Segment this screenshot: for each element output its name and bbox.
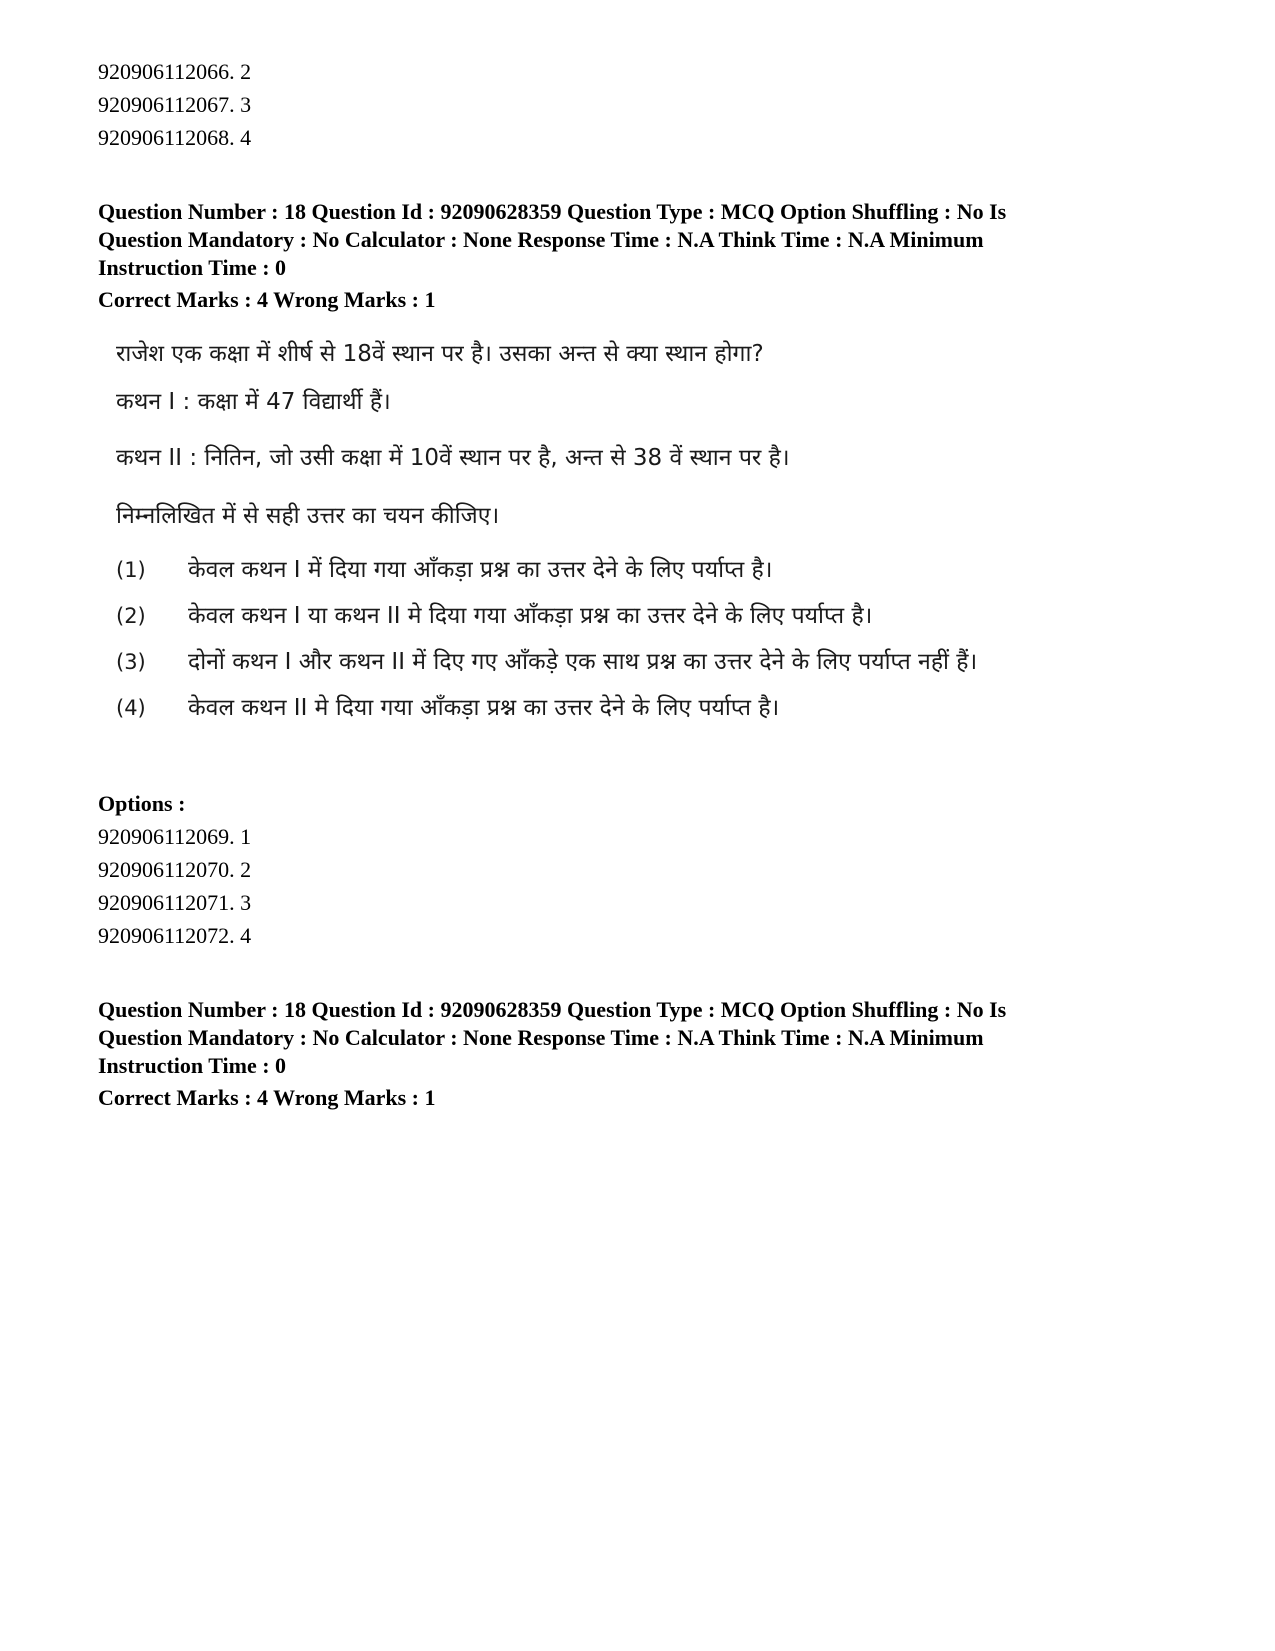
- option-line: 920906112071. 3: [98, 890, 252, 915]
- option-line: 920906112066. 2: [98, 59, 252, 84]
- question-meta: [98, 198, 1198, 282]
- question-meta-line: Question Mandatory : No Calculator : None Response Time : N.A Think Time : N.A Minimum: [98, 1025, 984, 1050]
- question-body: [112, 338, 1112, 768]
- question-meta: [98, 996, 1198, 1080]
- option-line: 920906112067. 3: [98, 92, 252, 117]
- question-stem: राजेश एक कक्षा में शीर्ष से 18वें स्थान पर है। उसका अन्त से क्या स्थान होगा?: [116, 341, 764, 367]
- question-meta-line: Question Mandatory : No Calculator : None Response Time : N.A Think Time : N.A Minimum: [98, 227, 984, 252]
- choice-number: (2): [116, 604, 146, 628]
- question-instruction: निम्नलिखित में से सही उत्तर का चयन कीजिए।: [116, 503, 500, 529]
- option-line: 920906112068. 4: [98, 125, 252, 150]
- statement-2: कथन II : नितिन, जो उसी कक्षा में 10वें स्थान पर है, अन्त से 38 वें स्थान पर है।: [116, 445, 790, 471]
- answer-choice: [116, 600, 872, 632]
- choice-text: केवल कथन I या कथन II मे दिया गया आँकड़ा प्रश्न का उत्तर देने के लिए पर्याप्त है।: [188, 603, 873, 629]
- statement-1: कथन I : कक्षा में 47 विद्यार्थी हैं।: [116, 389, 391, 415]
- question-marks: Correct Marks : 4 Wrong Marks : 1: [98, 1085, 436, 1110]
- answer-choice: [116, 554, 772, 586]
- options-heading: Options :: [98, 791, 186, 816]
- choice-text: केवल कथन II मे दिया गया आँकड़ा प्रश्न का उत्तर देने के लिए पर्याप्त है।: [188, 695, 780, 721]
- choice-text: केवल कथन I में दिया गया आँकड़ा प्रश्न का उत्तर देने के लिए पर्याप्त है।: [188, 557, 773, 583]
- option-line: 920906112069. 1: [98, 824, 252, 849]
- choice-number: (3): [116, 650, 146, 674]
- question-meta-line: Question Number : 18 Question Id : 92090628359 Question Type : MCQ Option Shuffling : No Is: [98, 199, 1007, 224]
- question-meta-line: Question Number : 18 Question Id : 92090628359 Question Type : MCQ Option Shuffling : No Is: [98, 997, 1007, 1022]
- question-marks: Correct Marks : 4 Wrong Marks : 1: [98, 287, 436, 312]
- option-line: 920906112072. 4: [98, 923, 252, 948]
- choice-text: दोनों कथन I और कथन II में दिए गए आँकड़े एक साथ प्रश्न का उत्तर देने के लिए पर्याप्त नहीं हैं।: [188, 649, 978, 675]
- answer-choice: [116, 646, 977, 678]
- choice-number: (4): [116, 696, 146, 720]
- option-line: 920906112070. 2: [98, 857, 252, 882]
- question-meta-line: Instruction Time : 0: [98, 1053, 287, 1078]
- answer-choice: [116, 692, 779, 724]
- choice-number: (1): [116, 558, 146, 582]
- question-meta-line: Instruction Time : 0: [98, 255, 287, 280]
